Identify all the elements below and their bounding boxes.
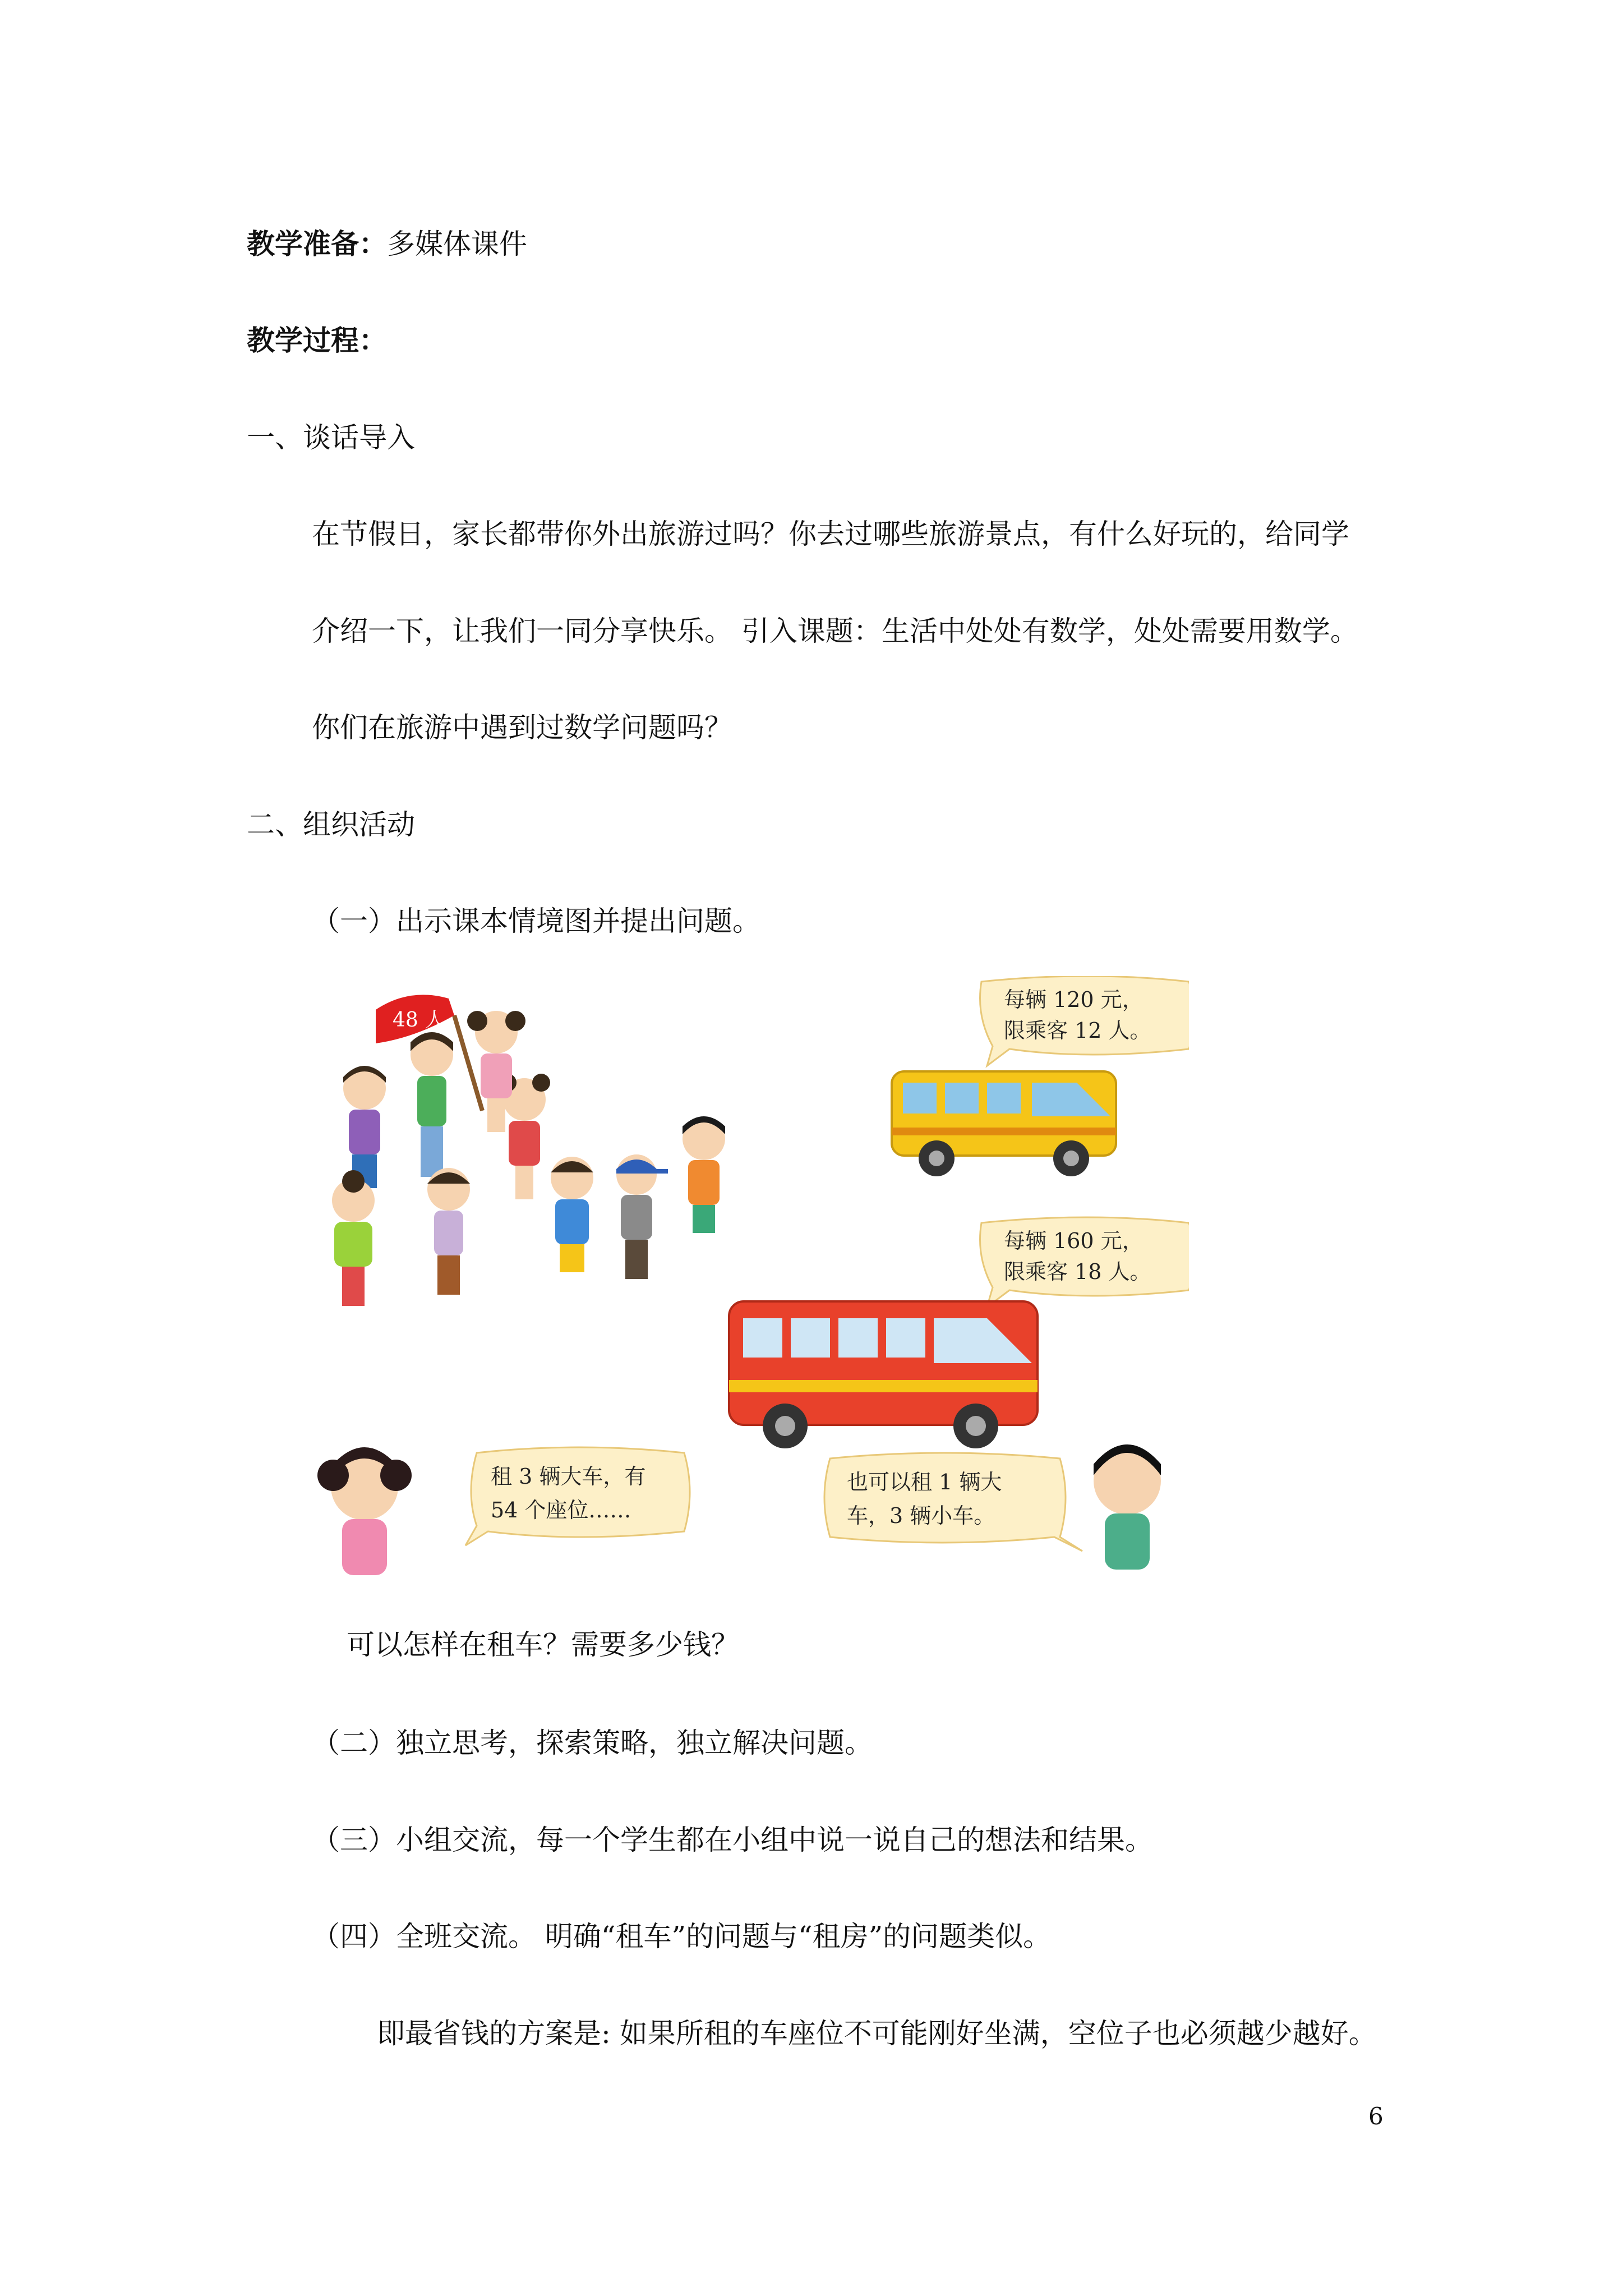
step4: （四）全班交流。 明确“租车”的问题与“租房”的问题类似。 xyxy=(312,1920,1052,1953)
boy-figure xyxy=(1094,1444,1161,1570)
boy-speech-line2: 车，3 辆小车。 xyxy=(847,1503,995,1528)
girl-bubble xyxy=(465,1447,690,1545)
section1-para-line3: 你们在旅游中遇到过数学问题吗？ xyxy=(312,711,732,744)
boy-bubble xyxy=(824,1453,1082,1551)
section1-para-line1: 在节假日，家长都带你外出旅游过吗？你去过哪些旅游景点，有什么好玩的，给同学 xyxy=(312,518,1349,550)
child-figure xyxy=(427,1168,470,1295)
children-group xyxy=(332,1011,725,1306)
prep-text: 多媒体课件 xyxy=(387,228,527,260)
flag-label: 48 人 xyxy=(393,1009,445,1032)
small-bus-capacity: 限乘客 12 人。 xyxy=(1004,1018,1151,1043)
step3: （三）小组交流，每一个学生都在小组中说一说自己的想法和结果。 xyxy=(312,1824,1153,1856)
girl-figure xyxy=(317,1447,412,1575)
girl-speech-line2: 54 个座位…… xyxy=(491,1498,631,1522)
question: 可以怎样在租车？需要多少钱？ xyxy=(347,1628,739,1661)
child-figure xyxy=(683,1116,725,1233)
section1-para-line2: 介绍一下，让我们一同分享快乐。 引入课题：生活中处处有数学，处处需要用数学。 xyxy=(312,615,1358,647)
prep-label-text: 教学准备： xyxy=(247,227,387,260)
child-figure xyxy=(551,1157,593,1272)
boy-speech-line1: 也可以租 1 辆大 xyxy=(847,1470,1002,1494)
small-bus-price: 每辆 120 元， xyxy=(1004,987,1144,1012)
child-figure xyxy=(332,1170,375,1306)
section1-heading: 一、谈话导入 xyxy=(247,421,415,454)
child-figure xyxy=(343,1066,386,1188)
section2-heading: 二、组织活动 xyxy=(247,808,415,841)
step2: （二）独立思考，探索策略，独立解决问题。 xyxy=(312,1727,873,1759)
child-figure xyxy=(411,1032,453,1177)
girl-speech-line1: 租 3 辆大车，有 xyxy=(491,1464,646,1489)
textbook-scene-illustration xyxy=(314,976,1189,1599)
process-label: 教学过程： xyxy=(247,324,387,357)
child-figure xyxy=(616,1154,668,1279)
prep-label xyxy=(247,227,527,261)
big-bus-bubble xyxy=(980,1217,1189,1307)
step1: （一）出示课本情境图并提出问题。 xyxy=(312,905,760,937)
big-bus-price: 每辆 160 元， xyxy=(1004,1228,1144,1253)
conclusion: 即最省钱的方案是: 如果所租的车座位不可能刚好坐满，空位子也必须越少越好。 xyxy=(377,2017,1377,2050)
small-bus xyxy=(892,1071,1116,1176)
big-bus-capacity: 限乘客 18 人。 xyxy=(1004,1259,1151,1284)
small-bus-bubble xyxy=(980,976,1189,1066)
big-bus xyxy=(729,1301,1038,1448)
page-number: 6 xyxy=(1368,2102,1384,2130)
